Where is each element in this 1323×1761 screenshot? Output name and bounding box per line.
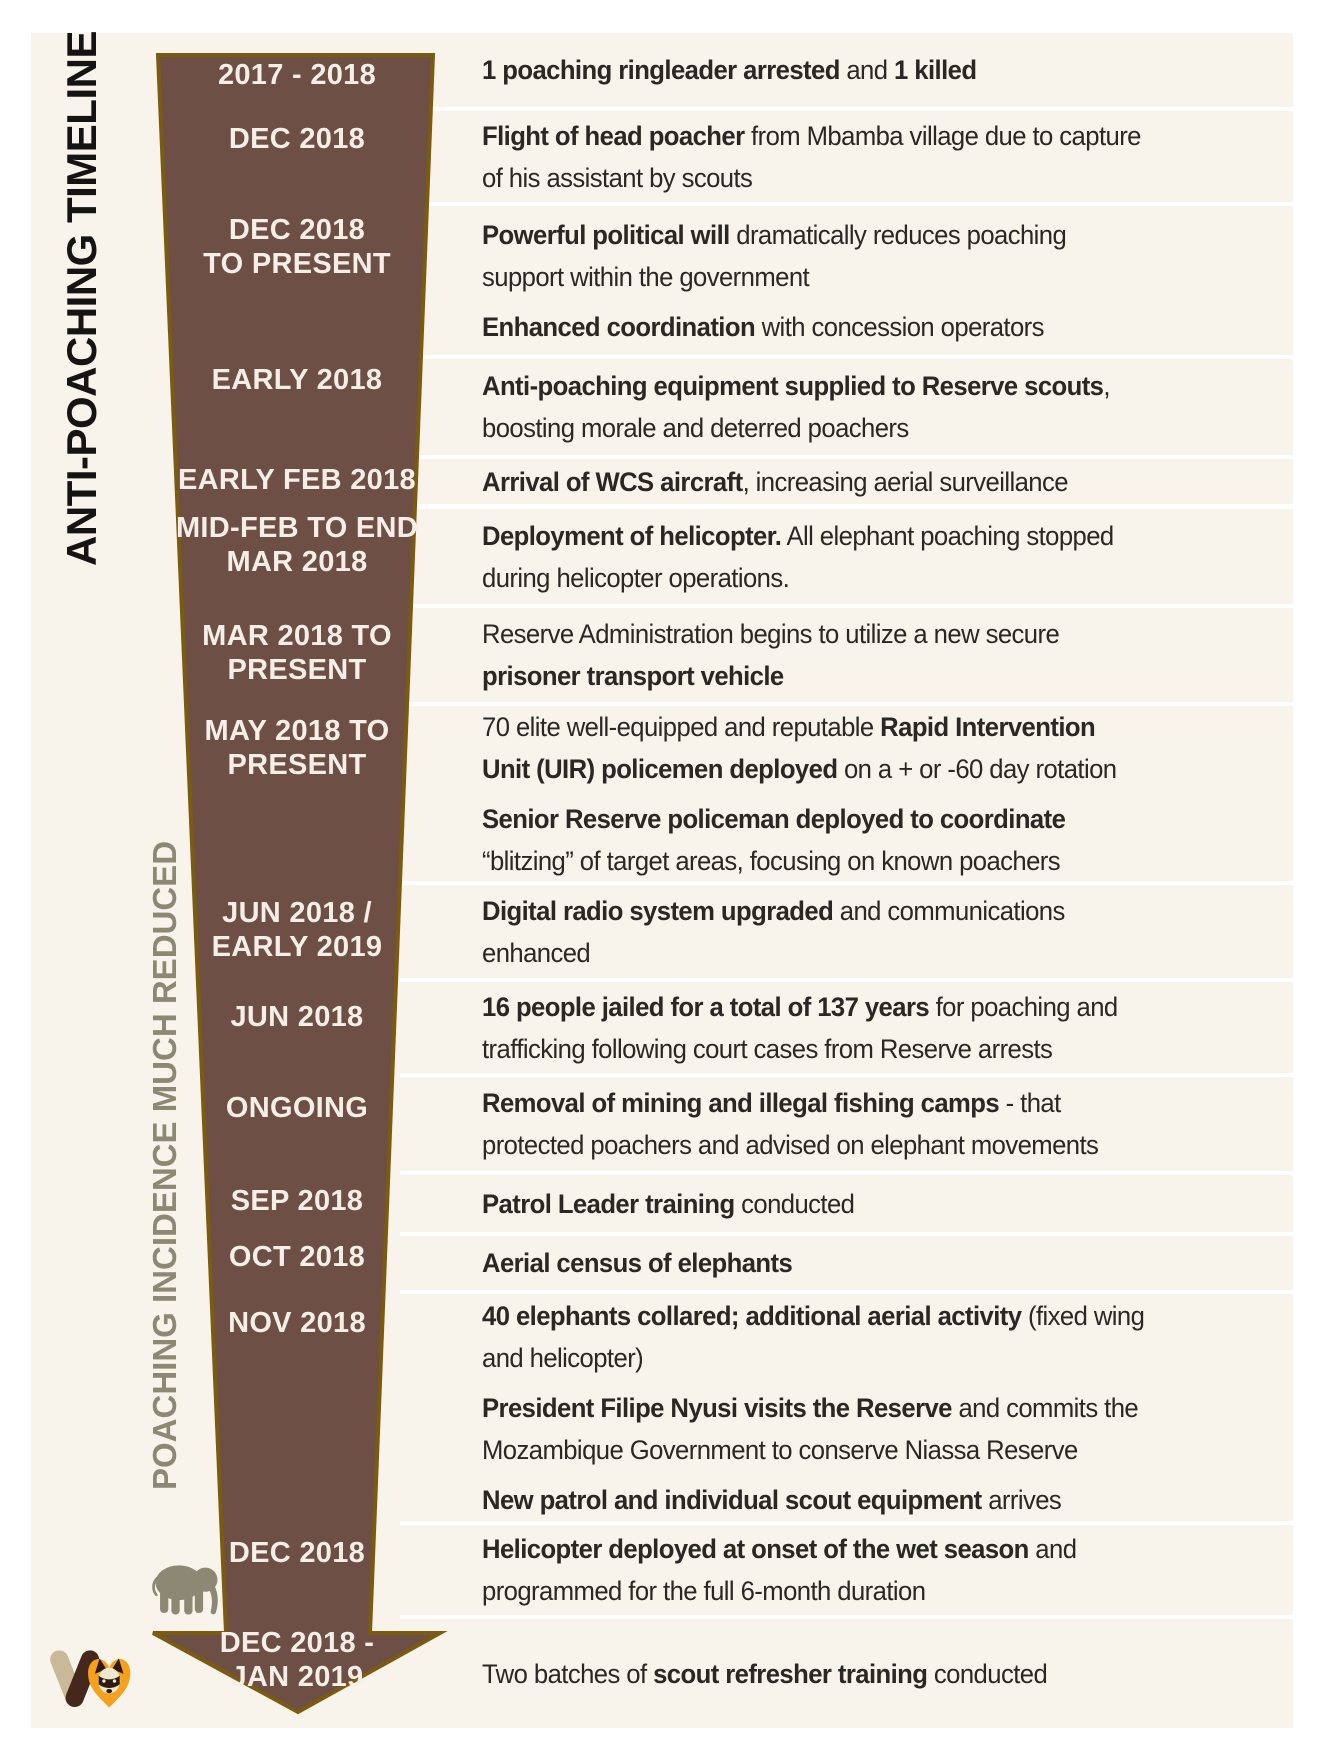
event-text: Two batches of scout refresher training conducted [482, 1658, 1048, 1689]
timeline-date: MID-FEB TO END MAR 2018 [175, 512, 419, 578]
event-text: Senior Reserve policeman deployed to coordinate “blitzing” of target areas, focusing on known poachers [482, 803, 1066, 876]
down-arrow-shape [153, 55, 440, 1712]
event-text: New patrol and individual scout equipment arrives [482, 1484, 1062, 1515]
timeline-date: NOV 2018 [228, 1307, 366, 1339]
timeline-date: MAR 2018 TO PRESENT [202, 620, 392, 686]
timeline-date: ONGOING [225, 1092, 369, 1124]
event-text: Deployment of helicopter. All elephant poaching stopped during helicopter operations. [482, 520, 1114, 593]
timeline-date: DEC 2018 [228, 123, 366, 155]
event-text: Patrol Leader training conducted [482, 1188, 855, 1219]
event-text: Arrival of WCS aircraft, increasing aerial surveillance [482, 466, 1068, 497]
wild-dog-heart-logo [42, 1646, 138, 1719]
event-text: 16 people jailed for a total of 137 years for poaching and trafficking following court cases from Reserve arrests [482, 991, 1118, 1064]
event-text: Flight of head poacher from Mbamba village due to capture of his assistant by scouts [482, 120, 1141, 193]
event-text: Aerial census of elephants [482, 1248, 793, 1278]
timeline-date: JUN 2018 [230, 1001, 364, 1033]
timeline-date: EARLY 2018 [211, 364, 383, 396]
timeline-date: 2017 - 2018 [217, 59, 377, 91]
timeline-date: JUN 2018 / EARLY 2019 [211, 897, 383, 963]
elephant-icon [150, 1554, 226, 1622]
event-text: Removal of mining and illegal fishing camps - that protected poachers and advised on elephant movements [482, 1088, 1099, 1160]
event-text: President Filipe Nyusi visits the Reserve and commits the Mozambique Government to conserve Niassa Reserve [482, 1392, 1139, 1465]
event-text: 40 elephants collared; additional aerial activity (fixed wing and helicopter) [482, 1300, 1145, 1373]
event-text: Reserve Administration begins to utilize a new secure prisoner transport vehicle [482, 619, 1060, 691]
timeline-date: EARLY FEB 2018 [178, 464, 416, 496]
event-text: Helicopter deployed at onset of the wet season and programmed for the full 6-month duration [482, 1534, 1077, 1606]
event-text: Powerful political will dramatically reduces poaching support within the government [482, 219, 1067, 292]
event-text: Digital radio system upgraded and communications enhanced [482, 895, 1065, 968]
event-text: 70 elite well-equipped and reputable Rapid Intervention Unit (UIR) policemen deployed on a + or -60 day rotation [482, 711, 1117, 784]
timeline-date: DEC 2018 - JAN 2019 [219, 1627, 375, 1693]
event-text: Enhanced coordination with concession operators [482, 311, 1044, 342]
page-title: ANTI-POACHING TIMELINE [58, 31, 105, 566]
logo-brown-arm [75, 1659, 90, 1697]
timeline-date: SEP 2018 [230, 1185, 364, 1217]
timeline-date: OCT 2018 [228, 1241, 366, 1273]
side-label: POACHING INCIDENCE MUCH REDUCED [146, 840, 183, 1490]
event-text: Anti-poaching equipment supplied to Reserve scouts, boosting morale and deterred poachers [482, 371, 1110, 443]
timeline-date: DEC 2018 TO PRESENT [203, 214, 391, 280]
event-text: 1 poaching ringleader arrested and 1 killed [482, 55, 977, 85]
timeline-date: MAY 2018 TO PRESENT [204, 715, 390, 781]
timeline-date: DEC 2018 [228, 1537, 366, 1569]
